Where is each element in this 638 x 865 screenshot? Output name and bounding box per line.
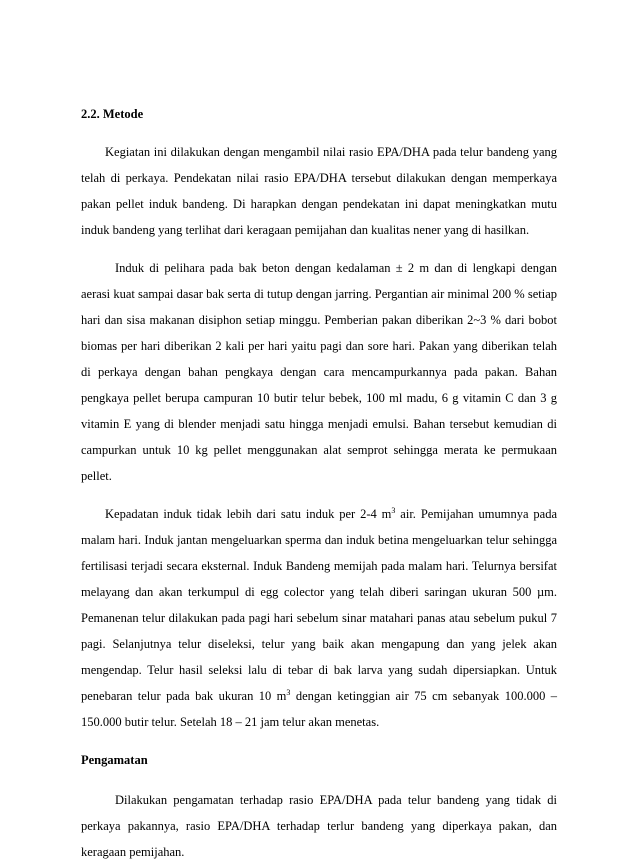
paragraph-observation: Dilakukan pengamatan terhadap rasio EPA/DHA pada telur bandeng yang tidak di perkaya pakannya, rasio EPA/DHA terhadap terlur bandeng yang diperkaya pakan, dan keragaan pemijahan.: [81, 793, 557, 859]
section-heading: 2.2. Metode: [81, 107, 144, 121]
superscript-cubic-1: 3: [391, 505, 396, 515]
superscript-cubic-2: 3: [286, 687, 291, 697]
paragraph-broodstock-rearing: Induk di pelihara pada bak beton dengan kedalaman ± 2 m dan di lengkapi dengan aerasi kuat sampai dasar bak serta di tutup dengan jarring. Pergantian air minimal 200 % setiap hari dan sisa makanan disiphon setiap minggu. Pemberian pakan diberikan 2~3 % dari bobot biomas per hari diberikan 2 kali per hari yaitu pagi dan sore hari. Pakan yang diberikan telah di perkaya dengan bahan pengkaya dengan cara mencampurkannya pada pakan. Bahan pengkaya pellet berupa campuran 10 butir telur bebek, 100 ml madu, 6 g vitamin C dan 3 g vitamin E yang di blender menjadi satu hingga menjadi emulsi. Bahan tersebut kemudian di campurkan untuk 10 kg pellet menggunakan alat semprot sehingga merata ke permukaan pellet.: [81, 261, 557, 483]
subsection-heading: Pengamatan: [81, 753, 148, 767]
paragraph-spawning: [81, 501, 557, 735]
paragraph-method-intro: Kegiatan ini dilakukan dengan mengambil nilai rasio EPA/DHA pada telur bandeng yang telah di perkaya. Pendekatan nilai rasio EPA/DHA tersebut dilakukan dengan memperkaya pakan pellet induk bandeng. Di harapkan dengan pendekatan ini dapat meningkatkan mutu induk bandeng yang terlihat dari keragaan pemijahan dan kualitas nener yang di hasilkan.: [81, 145, 557, 237]
spawning-text-2: air. Pemijahan umumnya pada malam hari. Induk jantan mengeluarkan sperma dan induk betina mengeluarkan telur sehingga fertilisasi terjadi secara eksternal. Induk Bandeng memijah pada malam hari. Telurnya bersifat melayang dan akan terkumpul di egg colector yang telah diberi saringan ukuran 500 µm. Pemanenan telur dilakukan pada pagi hari sebelum sinar matahari panas atau sebelum pukul 7 pagi. Selanjutnya telur diseleksi, telur yang baik akan mengapung dan yang jelek akan mengendap. Telur hasil seleksi lalu di tebar di bak larva yang sudah dipersiapkan. Untuk penebaran telur pada bak ukuran 10 m: [81, 507, 557, 703]
spawning-text-3: dengan ketinggian air 75 cm sebanyak 100.000 – 150.000 butir telur. Setelah 18 – 21 jam telur akan menetas.: [81, 689, 558, 729]
spawning-text-1: Kepadatan induk tidak lebih dari satu induk per 2-4 m: [105, 507, 392, 521]
